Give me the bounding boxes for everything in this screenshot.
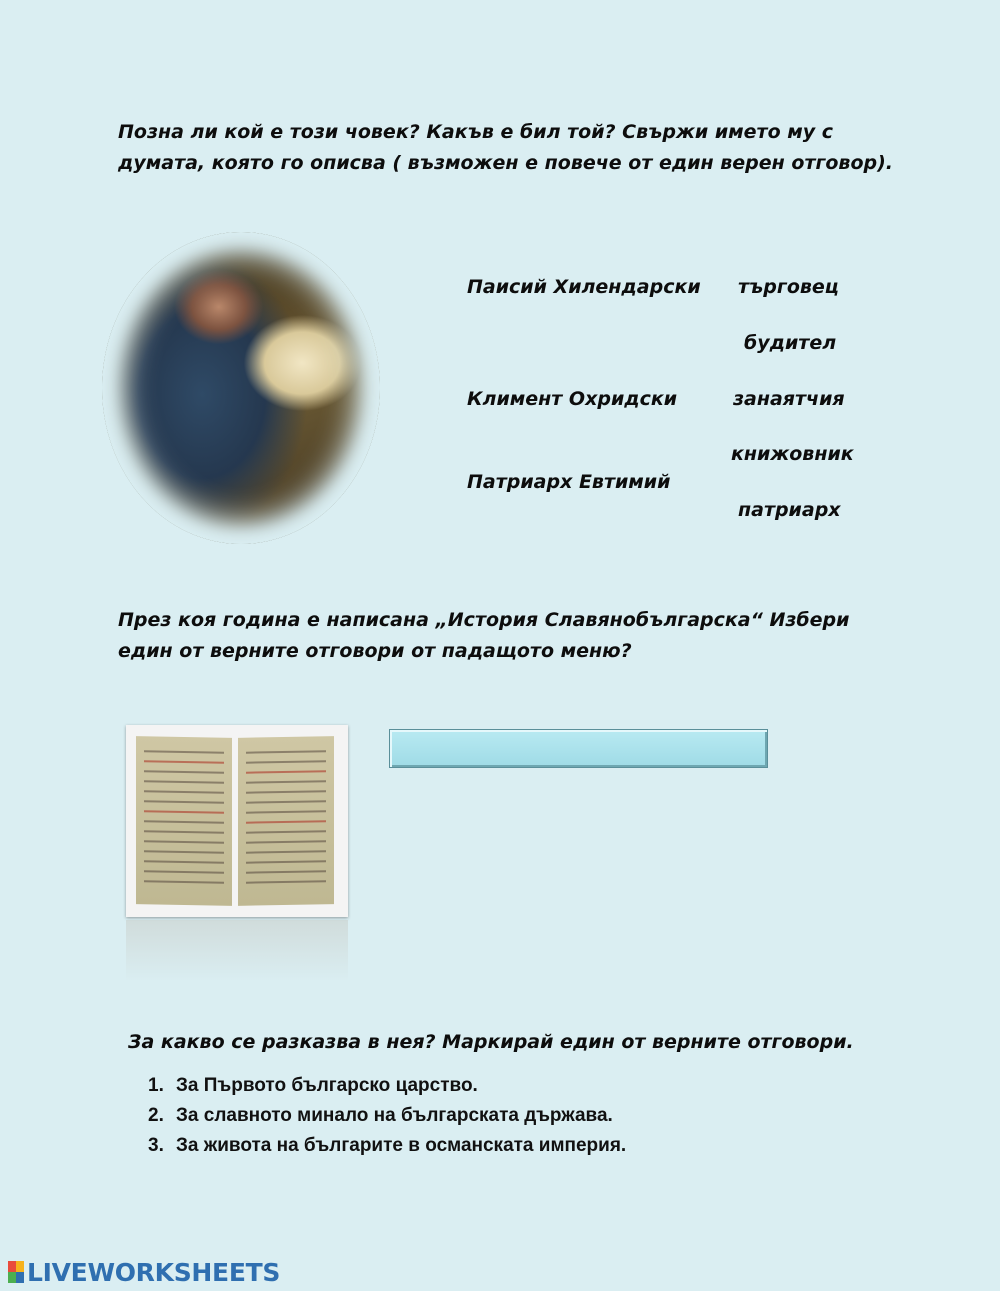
answer-option-1[interactable]	[148, 1071, 626, 1101]
answer-text: За Първото българско царство.	[176, 1075, 478, 1096]
question-3: За какво се разказва в нея? Маркирай един от верните отговори.	[128, 1031, 854, 1053]
question-1: Позна ли кой е този човек? Какъв е бил той? Свържи името му с думата, която го описва ( възможен е повече от един верен отговор).	[118, 121, 894, 174]
book-image	[126, 725, 348, 917]
answer-option-3[interactable]	[148, 1131, 627, 1161]
word-buditel[interactable]: будител	[744, 332, 837, 354]
answer-list	[122, 1071, 626, 1161]
liveworksheets-mark-icon	[8, 1261, 24, 1283]
word-zanayatchiya[interactable]: занаятчия	[733, 388, 845, 410]
portrait-image	[102, 232, 380, 544]
year-dropdown[interactable]	[389, 729, 768, 768]
book-reflection	[126, 920, 348, 982]
name-paisiy[interactable]: Паисий Хилендарски	[467, 276, 701, 298]
word-patriarh[interactable]: патриарх	[738, 499, 841, 521]
word-knizhovnik[interactable]: книжовник	[731, 443, 854, 465]
answer-option-2[interactable]	[148, 1101, 626, 1131]
answer-text: За славното минало на българската държава.	[176, 1105, 613, 1126]
brand-name: LIVEWORKSHEETS	[27, 1257, 281, 1287]
answer-text: За живота на българите в османската империя.	[176, 1135, 627, 1156]
liveworksheets-logo[interactable]	[8, 1257, 280, 1287]
answer-number: 3.	[148, 1135, 164, 1156]
name-kliment[interactable]: Климент Охридски	[467, 388, 678, 410]
name-evtimiy[interactable]: Патриарх Евтимий	[467, 471, 671, 493]
answer-number: 2.	[148, 1105, 164, 1126]
question-2: През коя година е написана „История Славянобългарска“ Избери един от верните отговори от падащото меню?	[118, 609, 850, 662]
word-targovets[interactable]: търговец	[738, 276, 839, 298]
answer-number: 1.	[148, 1075, 164, 1096]
